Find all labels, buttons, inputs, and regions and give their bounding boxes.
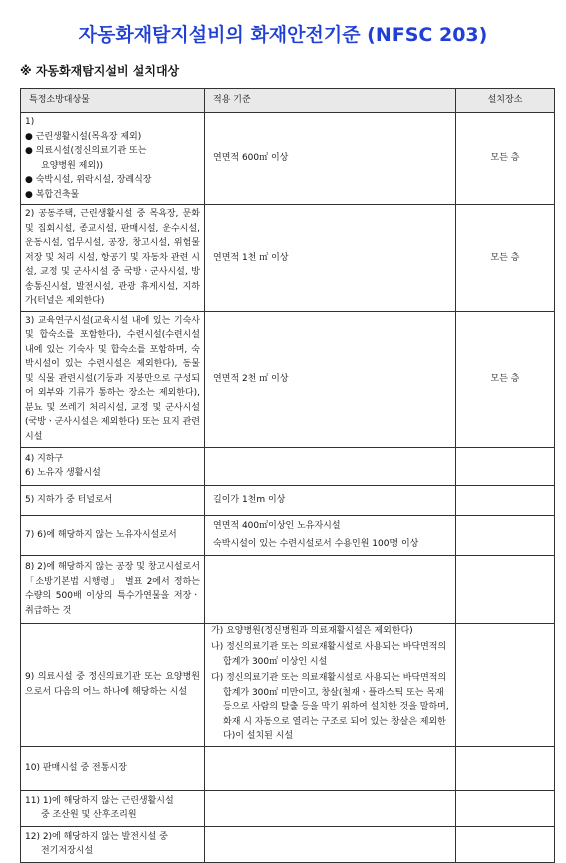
criteria-option: 나) 정신의료기관 또는 의료재활시설로 사용되는 바닥면적의 합계가 300㎡ 이상인 시설 <box>211 642 447 667</box>
row-criteria <box>205 790 456 826</box>
row-criteria: 연면적 1천 ㎡ 이상 <box>205 205 456 312</box>
criteria-option: 가) 요양병원(정신병원과 의료재활시설은 제외한다) <box>211 625 413 636</box>
row-target: 9) 의료시설 중 정신의료기관 또는 요양병원으로서 다음의 어느 하나에 해당하는 시설 <box>21 623 205 746</box>
row-place: 모든 층 <box>456 205 555 312</box>
row-target: 8) 2)에 해당하지 않는 공장 및 창고시설로서 「소방기본법 시행령」 별표 2에서 정하는 수량의 500배 이상의 특수가연물을 저장ㆍ취급하는 것 <box>21 555 205 623</box>
criteria-option: 다) 정신의료기관 또는 의료재활시설로 사용되는 바닥면적의 합계가 300㎡ 미만이고, 창살(철재ㆍ플라스틱 또는 목재 등으로 사람의 탈출 등을 막기 위하여 설치한 것을 말하며, 화재 시 자동으로 열리는 구조로 되어 있는 창살은 제외한다)이 설치된 시설 <box>211 673 449 741</box>
table-row <box>21 311 555 447</box>
target-item: ● 근린생활시설(목욕장 제외) <box>25 131 142 142</box>
table-row <box>21 113 555 205</box>
row-target <box>21 826 205 862</box>
row-target <box>21 447 205 485</box>
header-criteria: 적용 기준 <box>205 89 456 113</box>
table-row <box>21 205 555 312</box>
row-criteria <box>205 623 456 746</box>
target-item: ● 복합건축물 <box>25 189 80 200</box>
criteria-line: 연면적 400㎡이상인 노유자시설 <box>213 521 341 531</box>
row-place <box>456 826 555 862</box>
table-row <box>21 826 555 862</box>
row-criteria: 길이가 1천m 이상 <box>205 485 456 515</box>
page-title: 자동화재탐지설비의 화재안전기준 (NFSC 203) <box>78 24 488 46</box>
table-row <box>21 790 555 826</box>
target-line: 12) 2)에 해당하지 않는 발전시설 중 <box>25 831 168 842</box>
row-target: 5) 지하가 중 터널로서 <box>21 485 205 515</box>
target-line: 4) 지하구 <box>25 453 64 464</box>
target-item: ● 의료시설(정신의료기관 또는 <box>25 146 147 156</box>
row-target <box>21 790 205 826</box>
row-place: 모든 층 <box>456 311 555 447</box>
row-criteria <box>205 746 456 790</box>
target-line: 11) 1)에 해당하지 않는 근린생활시설 <box>25 795 174 806</box>
table-row <box>21 485 555 515</box>
section-subtitle: ※ 자동화재탐지설비 설치대상 <box>20 64 180 78</box>
row-place <box>456 746 555 790</box>
target-item: 요양병원 제외)) <box>41 160 104 171</box>
row-target: 3) 교육연구시설(교육시설 내에 있는 기숙사 및 합숙소를 포함한다), 수련시설(수련시설 내에 있는 기숙사 및 합숙소를 포함하며, 숙박시설이 있는 수련시설은 제외한다), 동물 및 식물 관련시설(기둥과 지붕만으로 구성되어 외부와 기류가 통하는 장소는 제외한다), 분뇨 및 쓰레기 처리시설, 교정 및 군사시설(국방ㆍ군사시설은 제외한다) 또는 묘지 관련 시설 <box>21 311 205 447</box>
row-criteria: 연면적 600㎡ 이상 <box>205 113 456 205</box>
table-header-row <box>21 89 555 113</box>
row-place <box>456 555 555 623</box>
table-row <box>21 515 555 555</box>
header-target: 특정소방대상물 <box>21 89 205 113</box>
target-item: ● 숙박시설, 위락시설, 장례식장 <box>25 175 152 185</box>
target-line: 중 조산원 및 산후조리원 <box>41 810 137 820</box>
target-line: 6) 노유자 생활시설 <box>25 468 101 478</box>
target-number: 1) <box>25 117 35 127</box>
row-criteria <box>205 555 456 623</box>
row-place <box>456 790 555 826</box>
table-row <box>21 746 555 790</box>
table-row <box>21 555 555 623</box>
row-target <box>21 113 205 205</box>
row-criteria <box>205 826 456 862</box>
header-place: 설치장소 <box>456 89 555 113</box>
row-place <box>456 447 555 485</box>
row-place <box>456 515 555 555</box>
target-line: 전기저장시설 <box>41 846 94 856</box>
row-target: 7) 6)에 해당하지 않는 노유자시설로서 <box>21 515 205 555</box>
row-place: 모든 층 <box>456 113 555 205</box>
installation-target-table <box>20 88 555 863</box>
table-row <box>21 623 555 746</box>
criteria-line: 숙박시설이 있는 수련시설로서 수용인원 100명 이상 <box>213 538 419 549</box>
row-place <box>456 485 555 515</box>
row-place <box>456 623 555 746</box>
row-criteria <box>205 515 456 555</box>
table-row <box>21 447 555 485</box>
row-target: 2) 공동주택, 근린생활시설 중 목욕장, 문화 및 집회시설, 종교시설, 판매시설, 운수시설, 운동시설, 업무시설, 공장, 창고시설, 위험물 저장 및 처리 시설, 항공기 및 자동차 관련 시설, 교정 및 군사시설 중 국방ㆍ군사시설, 방송통신시설, 발전시설, 관광 휴게시설, 지하가(터널은 제외한다) <box>21 205 205 312</box>
row-criteria <box>205 447 456 485</box>
row-target: 10) 판매시설 중 전통시장 <box>21 746 205 790</box>
row-criteria: 연면적 2천 ㎡ 이상 <box>205 311 456 447</box>
